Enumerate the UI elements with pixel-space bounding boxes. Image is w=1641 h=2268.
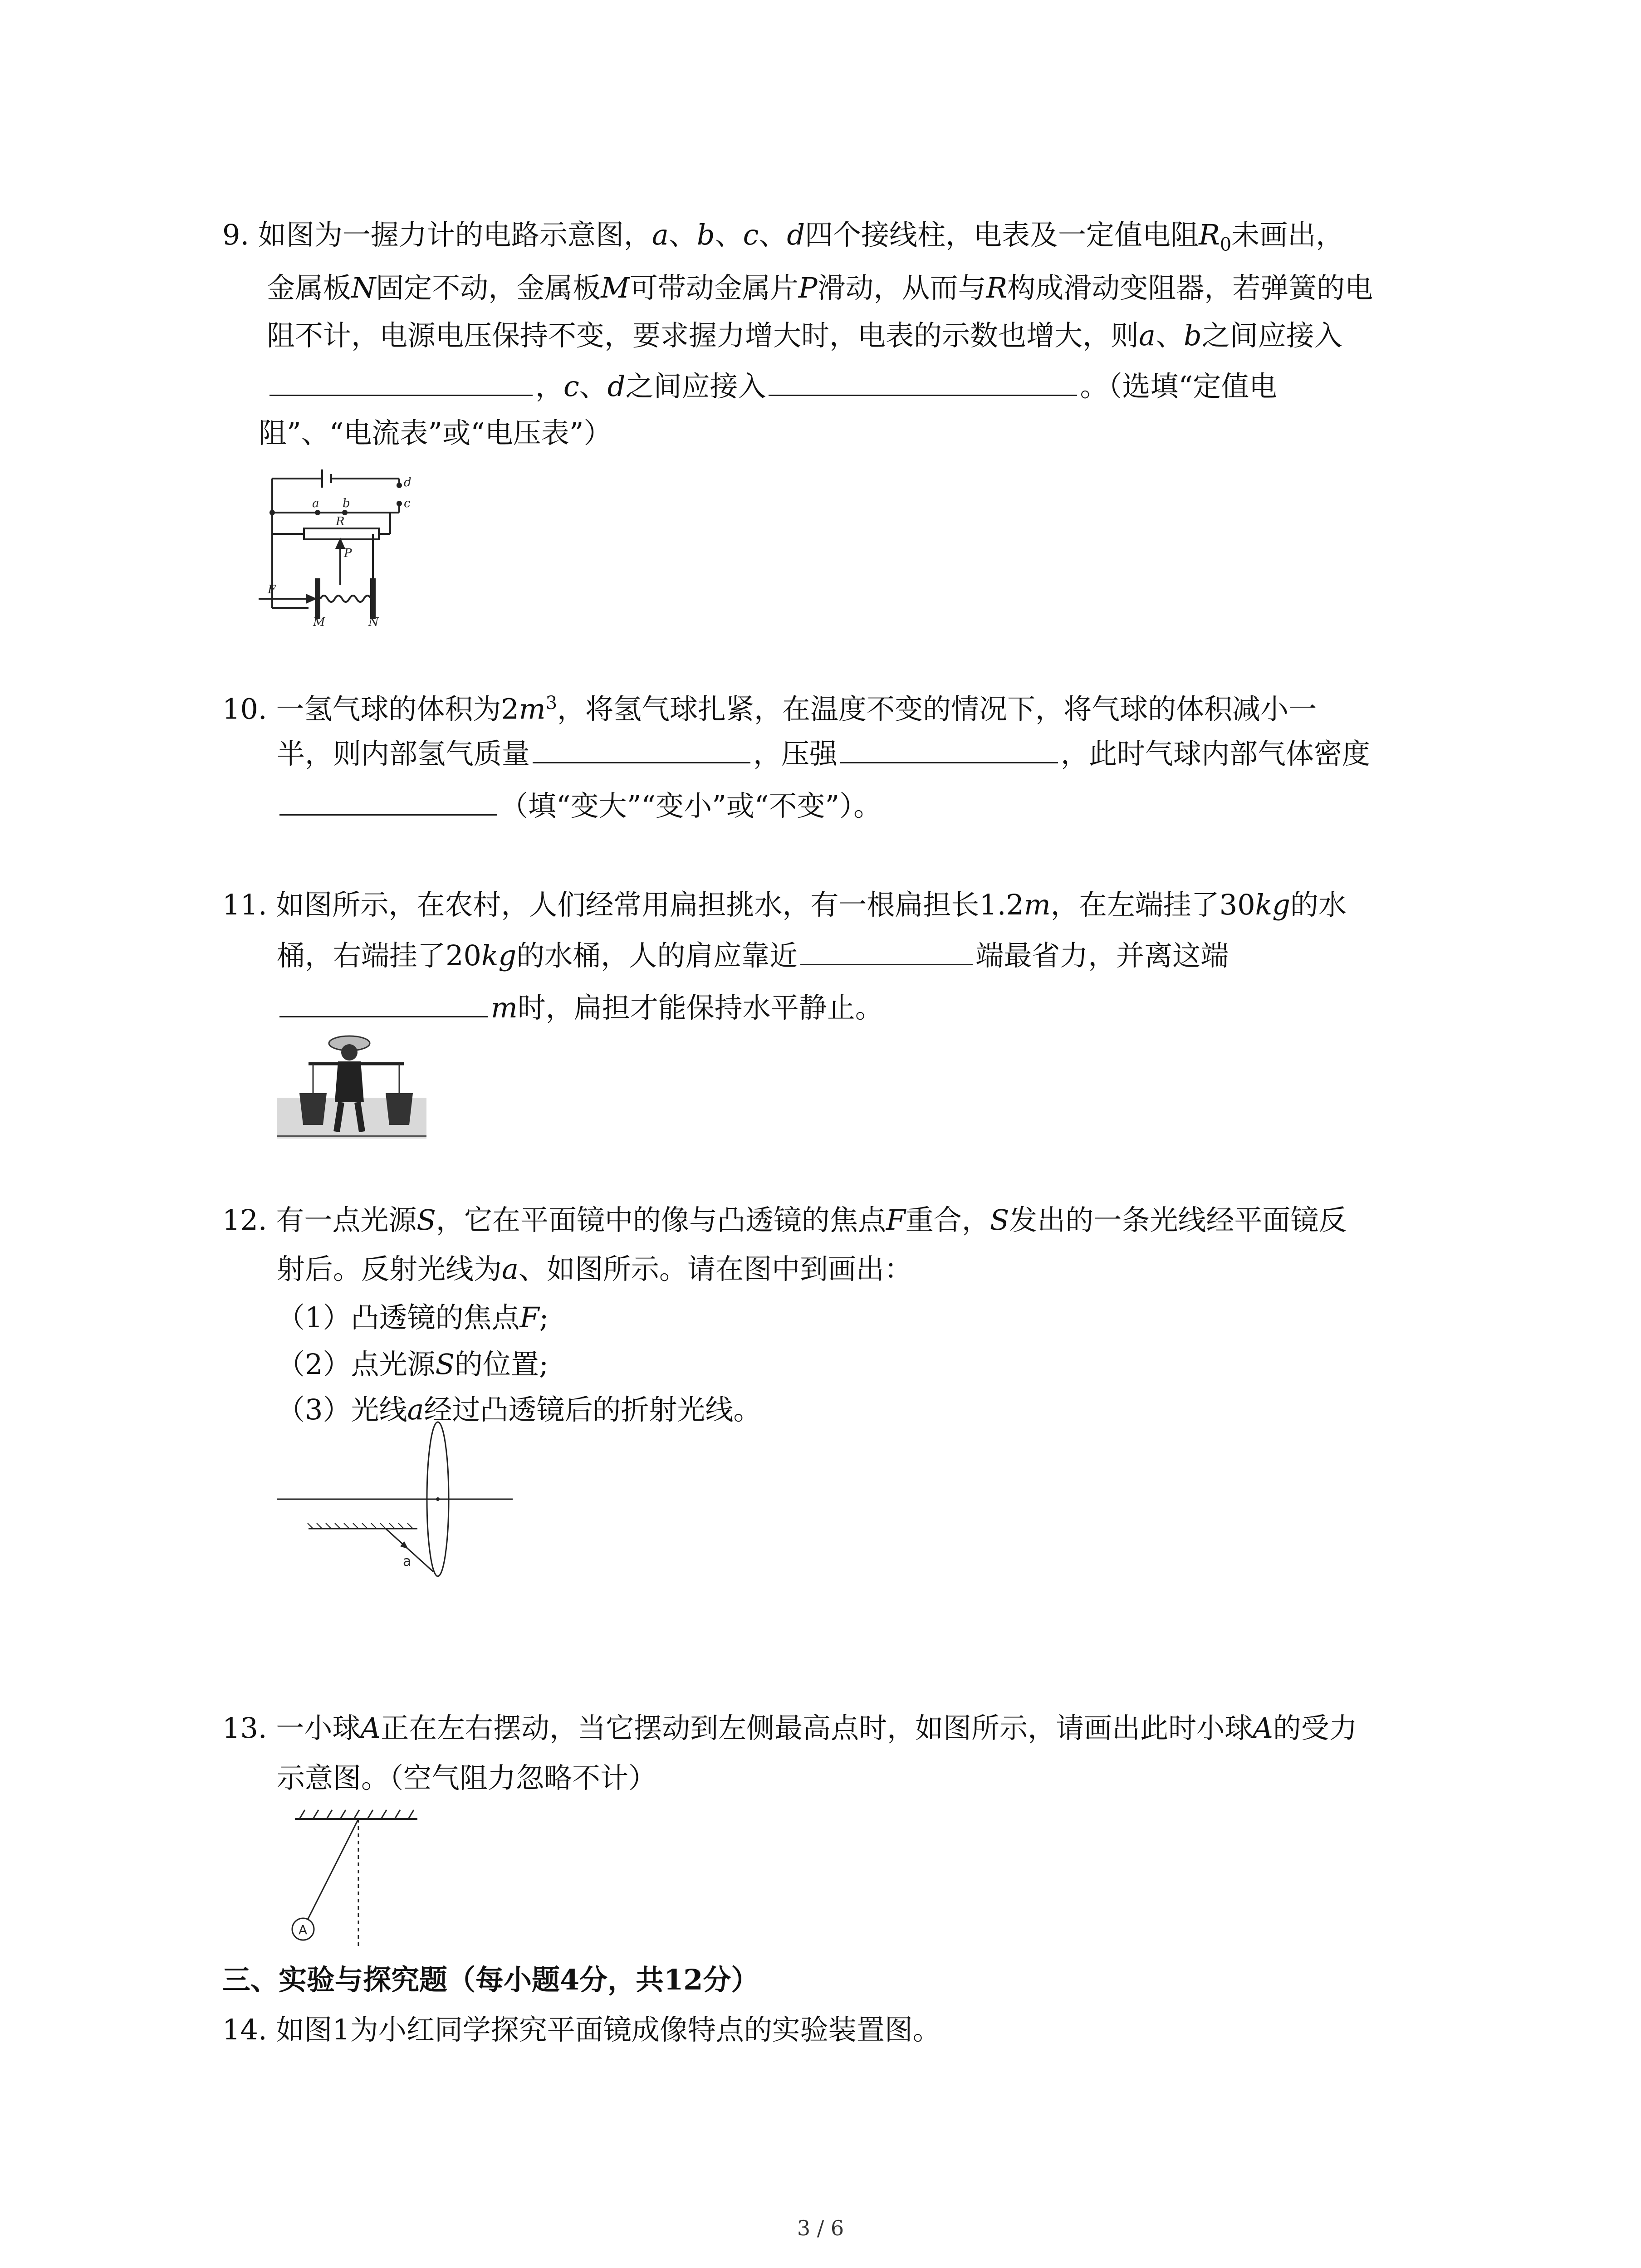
q9-line4: ，c、d之间应接入 。（选填“定值电	[267, 367, 1277, 405]
q9-fig-label-b: b	[343, 497, 350, 510]
q10-line1: 10. 一氢气球的体积为$2m^3$，将氢气球扎紧，在温度不变的情况下，将气球的体积减小一	[222, 692, 1317, 726]
q9-fig-label-d: d	[404, 476, 411, 489]
q9-fig-label-r: R	[336, 515, 345, 528]
q14-line1: 14. 如图1为小红同学探究平面镜成像特点的实验装置图。	[222, 2013, 941, 2046]
q9-blank-ab[interactable]	[269, 367, 533, 396]
q9-blank-cd[interactable]	[769, 367, 1077, 396]
q12-item1: （1）凸透镜的焦点F;	[277, 1301, 549, 1334]
q11-carrier-figure	[277, 1030, 426, 1139]
q9-fig-label-n: N	[368, 616, 379, 626]
q9-circuit-figure	[254, 458, 426, 626]
section-3-heading: 三、实验与探究题（每小题4分，共12分）	[222, 1963, 759, 1996]
q12-line1: 12. 有一点光源S，它在平面镜中的像与凸透镜的焦点F重合，S发出的一条光线经平面镜反	[222, 1203, 1347, 1237]
q10-blank-pressure[interactable]	[840, 735, 1058, 763]
q13-number: 13.	[222, 1711, 267, 1745]
q9-fig-label-c: c	[404, 497, 411, 510]
q9-line2: 金属板N固定不动，金属板M可带动金属片P滑动，从而与R构成滑动变阻器，若弹簧的电	[267, 271, 1373, 304]
q11-line1: 11. 如图所示，在农村，人们经常用扁担挑水，有一根扁担长1.2m，在左端挂了30kg的水	[222, 888, 1347, 921]
q11-line3: m时，扁担才能保持水平静止。	[277, 989, 883, 1026]
q13-line1: 13. 一小球A正在左右摆动，当它摆动到左侧最高点时，如图所示，请画出此时小球A的受力	[222, 1711, 1357, 1745]
q12-lens-figure	[277, 1420, 522, 1579]
q9-fig-label-p: P	[344, 547, 352, 560]
q13-fig-label-a: A	[299, 1922, 308, 1937]
q12-item2: （2）点光源S的位置;	[277, 1348, 549, 1381]
q12-item3: （3）光线a经过凸透镜后的折射光线。	[277, 1393, 762, 1426]
q10-number: 10.	[222, 692, 267, 726]
q14-number: 14.	[222, 2013, 267, 2046]
q12-number: 12.	[222, 1203, 267, 1237]
q12-fig-label-a: a	[403, 1554, 411, 1569]
q13-pendulum-figure	[272, 1801, 426, 1950]
q9-line3: 阻不计，电源电压保持不变，要求握力增大时，电表的示数也增大，则a、b之间应接入	[267, 319, 1342, 352]
page-number: 3 / 6	[797, 2216, 844, 2240]
q9-number: 9.	[222, 218, 250, 251]
q10-blank-mass[interactable]	[533, 735, 750, 763]
q11-blank-end[interactable]	[800, 937, 973, 965]
q11-blank-distance[interactable]	[279, 989, 488, 1017]
q11-line2: 桶，右端挂了20kg的水桶，人的肩应靠近 端最省力，并离这端	[277, 937, 1229, 974]
q10-blank-density[interactable]	[279, 787, 497, 816]
q9-fig-label-f: F	[268, 583, 276, 596]
q10-line3: （填“变大”“变小”或“不变”）。	[277, 787, 882, 824]
q10-line2: 半，则内部氢气质量 ，压强 ，此时气球内部气体密度	[277, 735, 1370, 772]
q11-number: 11.	[222, 888, 267, 921]
q9-line5: 阻”、“电流表”或“电压表”）	[259, 416, 612, 450]
q9-line1: 9. 如图为一握力计的电路示意图，a、b、c、d四个接线柱，电表及一定值电阻$R_0$未画出，	[222, 218, 1344, 255]
q12-line2: 射后。反射光线为a、如图所示。请在图中到画出：	[277, 1252, 912, 1286]
q9-fig-label-m: M	[313, 616, 325, 626]
q9-fig-label-a: a	[312, 497, 319, 510]
q13-line2: 示意图。（空气阻力忽略不计）	[277, 1761, 657, 1794]
